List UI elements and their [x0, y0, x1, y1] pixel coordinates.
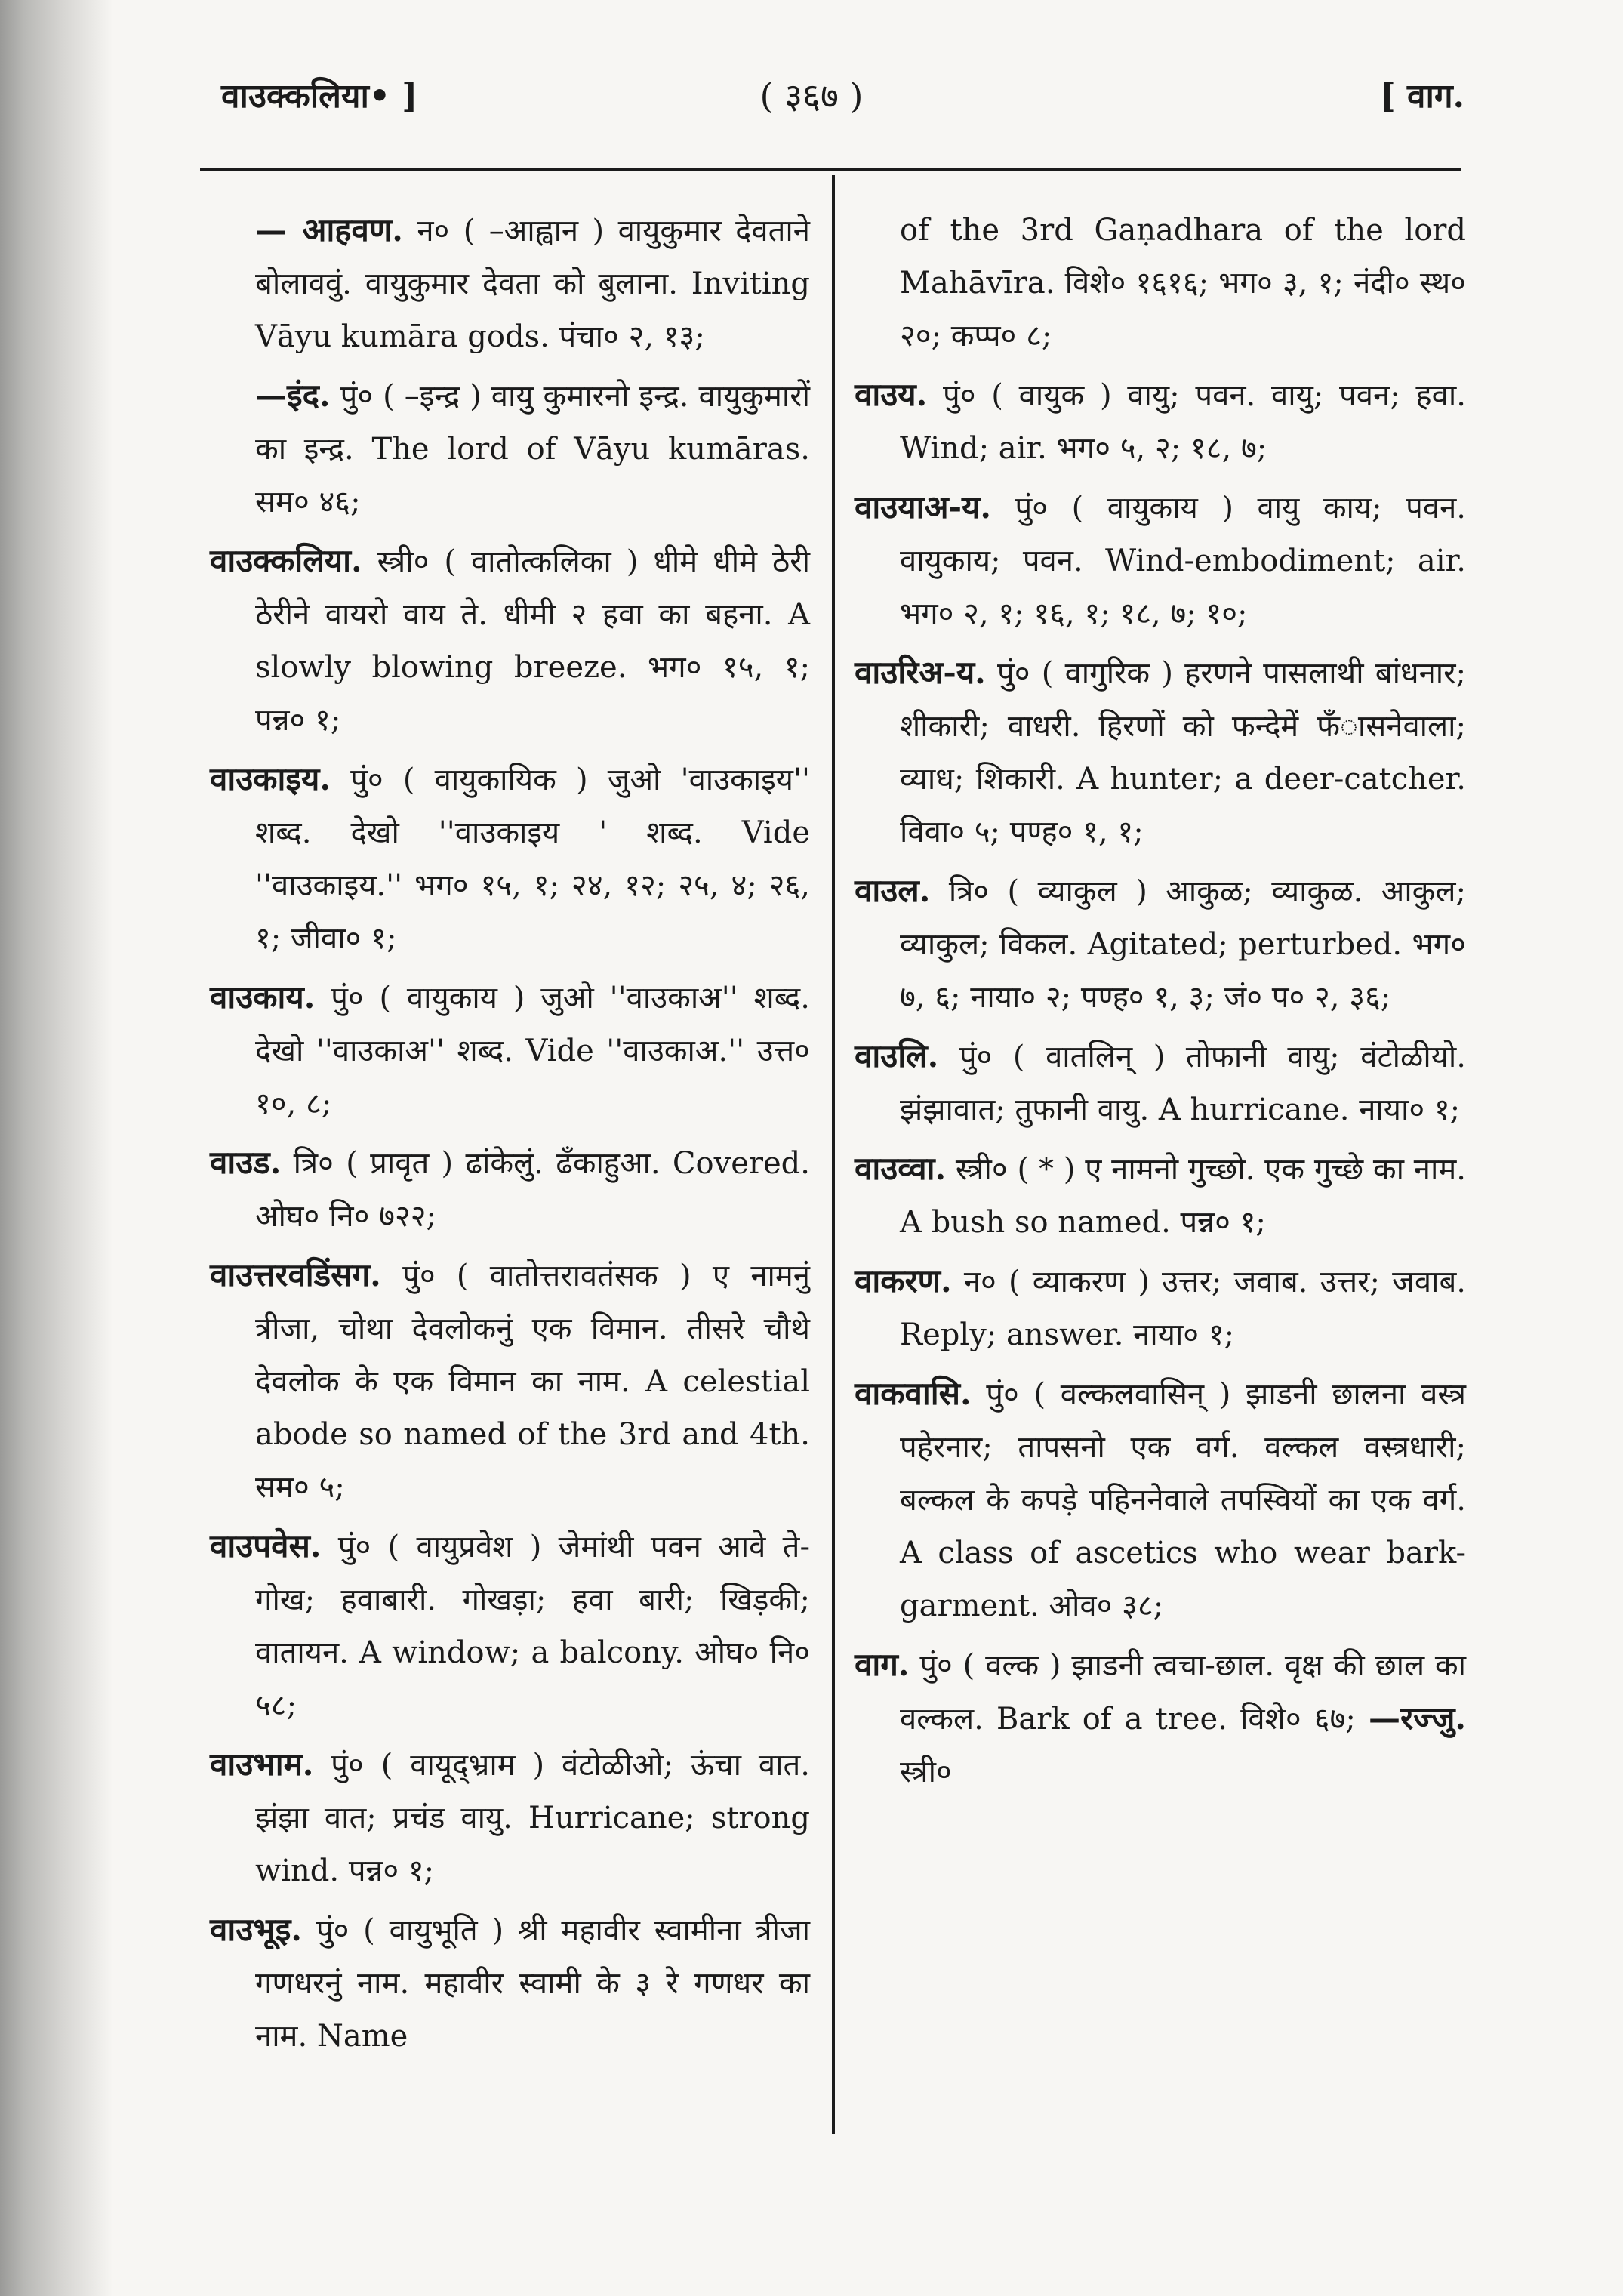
dictionary-entry [210, 1249, 810, 1514]
entry-headword: वाउव्वा. [855, 1150, 947, 1187]
entry-headword: वाकवासि. [855, 1375, 972, 1412]
dictionary-entry [210, 1136, 810, 1243]
entry-definition: पुं० ( वातलिन् ) तोफानी वायु; वंटोळीयो. झंझावात; तुफानी वायु. A hurricane. नाया० १; [900, 1040, 1467, 1127]
entry-headword: —इंद. [255, 377, 331, 414]
entry-headword: वाउल. [855, 872, 931, 909]
dictionary-entry [855, 368, 1466, 475]
entry-headword: वाउपवेस. [210, 1527, 322, 1564]
scan-shadow-edge [0, 0, 113, 2296]
entry-headword: वाउड. [210, 1144, 282, 1181]
entry-definition: पुं० ( वायुकाय ) वायु काय; पवन. वायुकाय; पवन. Wind-embodiment; air. भग० २, १; १६, १; १८, ७; १०; [900, 491, 1467, 631]
dictionary-entry [210, 369, 810, 529]
entry-headword: वाकरण. [855, 1262, 952, 1299]
entry-definition: स्त्री० ( * ) ए नामनो गुच्छो. एक गुच्छे का नाम. A bush so named. पन्न० १; [900, 1152, 1466, 1240]
dictionary-entry [855, 864, 1466, 1024]
dictionary-entry [210, 1903, 810, 2063]
dictionary-entry [855, 1367, 1466, 1632]
entry-definition: पुं० ( वायुभूति ) श्री महावीर स्वामीना त्रीजा गणधरनुं नाम. महावीर स्वामी के ३ रे गणधर का नाम. Name [255, 1913, 810, 2054]
entry-definition: पुं० ( वायुकाय ) जुओ ''वाउकाअ'' शब्द. देखो ''वाउकाअ'' शब्द. Vide ''वाउकाअ.'' उत्त० १०, ८; [255, 981, 811, 1121]
entry-definition: पुं० ( वल्क ) झाडनी त्वचा-छाल. वृक्ष की छाल का वल्कल. Bark of a tree. विशे० ६७; [900, 1648, 1466, 1737]
entry-headword: वाउभूइ. [210, 1911, 303, 1948]
entry-headword: वाउयाअ-य. [855, 488, 991, 525]
dictionary-entry [210, 535, 810, 747]
entry-headword: — आहवण. [255, 211, 403, 248]
dictionary-entry [210, 1520, 810, 1732]
dictionary-entry [855, 1142, 1466, 1249]
dictionary-entry [855, 1030, 1466, 1136]
right-column [855, 204, 1466, 1804]
column-divider [832, 175, 835, 2134]
entry-definition: of the 3rd Gaṇadhara of the lord Mahāvīra. विशे० १६१६; भग० ३, १; नंदी० स्थ० २०; कप्प० ८; [900, 213, 1466, 353]
page-header [0, 72, 1623, 140]
dictionary-entry [210, 204, 810, 363]
dictionary-entry [210, 971, 810, 1130]
dictionary-entry [855, 646, 1466, 858]
dictionary-entry-continuation [855, 204, 1466, 362]
dictionary-entry [210, 1738, 810, 1897]
entry-headword: वाउय. [855, 376, 928, 413]
header-guide-word-right: [ वाग. [1379, 77, 1464, 116]
dictionary-entry [855, 1255, 1466, 1361]
entry-headword: वाउक्कलिया. [210, 542, 362, 579]
entry-subheadword: —रज्जु. [1369, 1700, 1467, 1737]
entry-headword: वाउरिअ-य. [855, 654, 986, 691]
entry-definition: पुं० ( वागुरिक ) हरणने पासलाथी बांधनार; शीकारी; वाधरी. हिरणों को फन्देमें फँासनेवाला; व्याध; शिकारी. A hunter; a deer-catcher. विवा० ५; पण्ह० १, १; [900, 656, 1466, 849]
entry-definition: न० ( –आह्वान ) वायुकुमार देवताने बोलाववुं. वायुकुमार देवता को बुलाना. Inviting Vāyu kumāra gods. पंचा० २, १३; [255, 214, 810, 354]
entry-definition: स्त्री० ( वातोत्कलिका ) धीमे धीमे ठेरी ठेरीने वायरो वाय ते. धीमी २ हवा का बहना. A slowly blowing breeze. भग० १५, १; पन्न० १; [255, 544, 810, 738]
entry-definition: स्त्री० [900, 1755, 952, 1789]
entry-definition: पुं० ( वल्कलवासिन् ) झाडनी छालना वस्त्र पहेरनार; तापसनो एक वर्ग. वल्कल वस्त्रधारी; बल्कल के कपड़े पहिननेवाले तपस्वियों का एक वर्ग. A class of ascetics who wear bark-garment. ओव० ३८; [900, 1377, 1466, 1623]
entry-headword: वाग. [855, 1646, 910, 1683]
dictionary-entry [855, 1638, 1466, 1798]
entry-headword: वाउकाइय. [210, 760, 331, 797]
entry-headword: वाउभाम. [210, 1746, 314, 1783]
left-column [210, 204, 810, 2069]
entry-definition: त्रि० ( व्याकुल ) आकुळ; व्याकुळ. आकुल; व्याकुल; विकल. Agitated; perturbed. भग० ७, ६; नाया० २; पण्ह० १, ३; जं० प० २, ३६; [900, 874, 1466, 1015]
entry-definition: पुं० ( वायुकायिक ) जुओ 'वाउकाइय'' शब्द. देखो ''वाउकाइय ' शब्द. Vide ''वाउकाइय.'' भग० १५, १; २४, १२; २५, ४; २६, १; जीवा० १; [255, 763, 810, 956]
entry-definition: पुं० ( वायूद्भ्राम ) वंटोळीओ; ऊंचा वात. झंझा वात; प्रचंड वायु. Hurricane; strong wind. पन्न० १; [255, 1748, 811, 1888]
entry-headword: वाउलि. [855, 1037, 939, 1074]
dictionary-entry [210, 753, 810, 965]
entry-definition: पुं० ( वातोत्तरावतंसक ) ए नामनुं त्रीजा, चोथा देवलोकनुं एक विमान. तीसरे चौथे देवलोक के एक विमान का नाम. A celestial abode so named of the 3rd and 4th. सम० ५; [255, 1259, 810, 1505]
entry-definition: त्रि० ( प्रावृत ) ढांकेलुं. ढँकाहुआ. Covered. ओघ० नि० ७२२; [255, 1146, 811, 1234]
entry-definition: पुं० ( वायुप्रवेश ) जेमांथी पवन आवे ते-गोख; हवाबारी. गोखड़ा; हवा बारी; खिड़की; वातायन. A window; a balcony. ओघ० नि० ५८; [255, 1530, 810, 1723]
entry-definition: पुं० ( वायुक ) वायु; पवन. वायु; पवन; हवा. Wind; air. भग० ५, २; १८, ७; [900, 378, 1466, 466]
header-page-number: ( ३६७ ) [759, 76, 864, 116]
dictionary-entry [855, 481, 1466, 640]
entry-definition: पुं० ( –इन्द्र ) वायु कुमारनो इन्द्र. वायुकुमारों का इन्द्र. The lord of Vāyu kumāras. सम० ४६; [255, 379, 811, 519]
entry-definition: न० ( व्याकरण ) उत्तर; जवाब. उत्तर; जवाब. Reply; answer. नाया० १; [900, 1265, 1467, 1352]
entry-headword: वाउकाय. [210, 978, 316, 1015]
header-guide-word-left: वाउक्कलिया• ] [221, 77, 418, 116]
entry-headword: वाउत्तरवडिंसग. [210, 1256, 381, 1293]
header-rule [200, 168, 1461, 171]
